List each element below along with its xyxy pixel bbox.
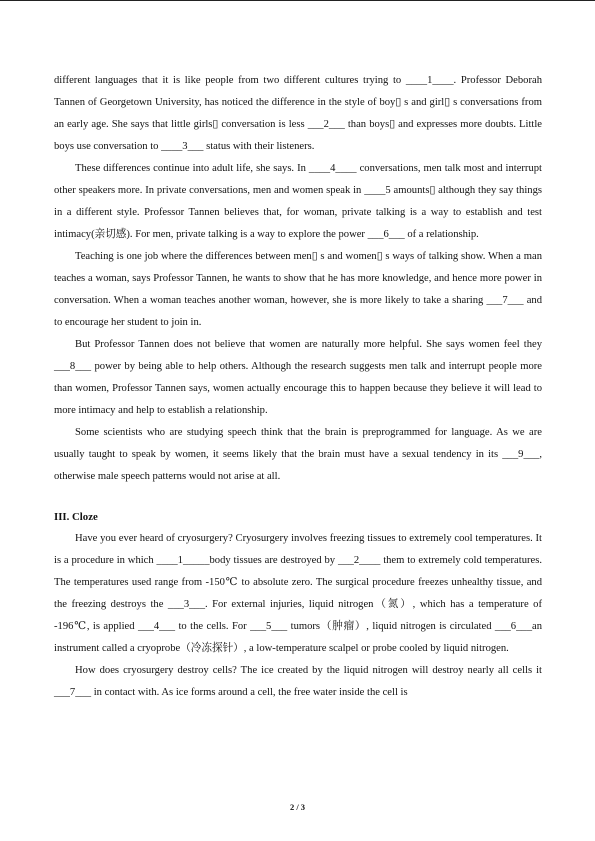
reading-paragraph-3: Teaching is one job where the differences between men▯ s and women▯ s ways of talking show. When a man teaches a woman, says Professor Tannen, he wants to show that he has more knowledge, and hence more power in conversation. When a woman teaches another woman, however, she is more likely to take a sharing ___7___ and to encourage her student to join in. (54, 251, 542, 328)
cloze-passage (54, 528, 542, 704)
reading-passage (54, 70, 542, 488)
cloze-paragraph-2: How does cryosurgery destroy cells? The ice created by the liquid nitrogen will destroy nearly all cells it ___7___ in contact with. As ice forms around a cell, the free water inside the cell is (54, 665, 542, 698)
reading-paragraph-4: But Professor Tannen does not believe that women are naturally more helpful. She says women feel they ___8___ power by being able to help others. Although the research suggests men talk and interrupt people more than women, Professor Tannen says, women actually encourage this to happen because they believe it will lead to more intimacy and help to establish a relationship. (54, 339, 542, 416)
page-number: 2 / 3 (289, 802, 306, 812)
page-content (54, 70, 542, 704)
reading-paragraph-5: Some scientists who are studying speech think that the brain is preprogrammed for language. As we are usually taught to speak by women, it seems likely that the brain must have a sexual tendency in its ___9___, otherwise male speech patterns would not arise at all. (54, 427, 542, 482)
section-heading-cloze: III. Cloze (54, 511, 98, 523)
reading-paragraph-1: different languages that it is like people from two different cultures trying to ____1____. Professor Deborah Tannen of Georgetown University, has noticed the difference in the style of boy▯ s and girl▯ s conversations from an early age. She says that little girls▯ conversation is less ___2___ than boys▯ and expresses more doubts. Little boys use conversation to ____3___ status with their listeners. (54, 75, 542, 152)
page-top-rule (0, 0, 595, 1)
reading-paragraph-2: These differences continue into adult life, she says. In ____4____ conversations, men talk most and interrupt other speakers more. In private conversations, men and women speak in ____5 amounts▯ although they say things in a different style. Professor Tannen believes that, for woman, private talking is a way to establish and test intimacy(亲切感). For men, private talking is a way to explore the power ___6___ of a relationship. (54, 163, 542, 240)
cloze-paragraph-1: Have you ever heard of cryosurgery? Cryosurgery involves freezing tissues to extremely cool temperatures. It is a procedure in which ____1_____body tissues are destroyed by ___2____ them to extremely cold temperatures. The temperatures used range from -150℃ to absolute zero. The surgical procedure freezes unhealthy tissue, and the freezing destroys the ___3___. For external injuries, liquid nitrogen（氮）, which has a temperature of -196℃, is applied ___4___ to the cells. For ___5___ tumors（肿瘤）, liquid nitrogen is circulated ___6___an instrument called a cryoprobe（冷冻探针）, a low-temperature scalpel or probe cooled by liquid nitrogen. (54, 533, 542, 654)
